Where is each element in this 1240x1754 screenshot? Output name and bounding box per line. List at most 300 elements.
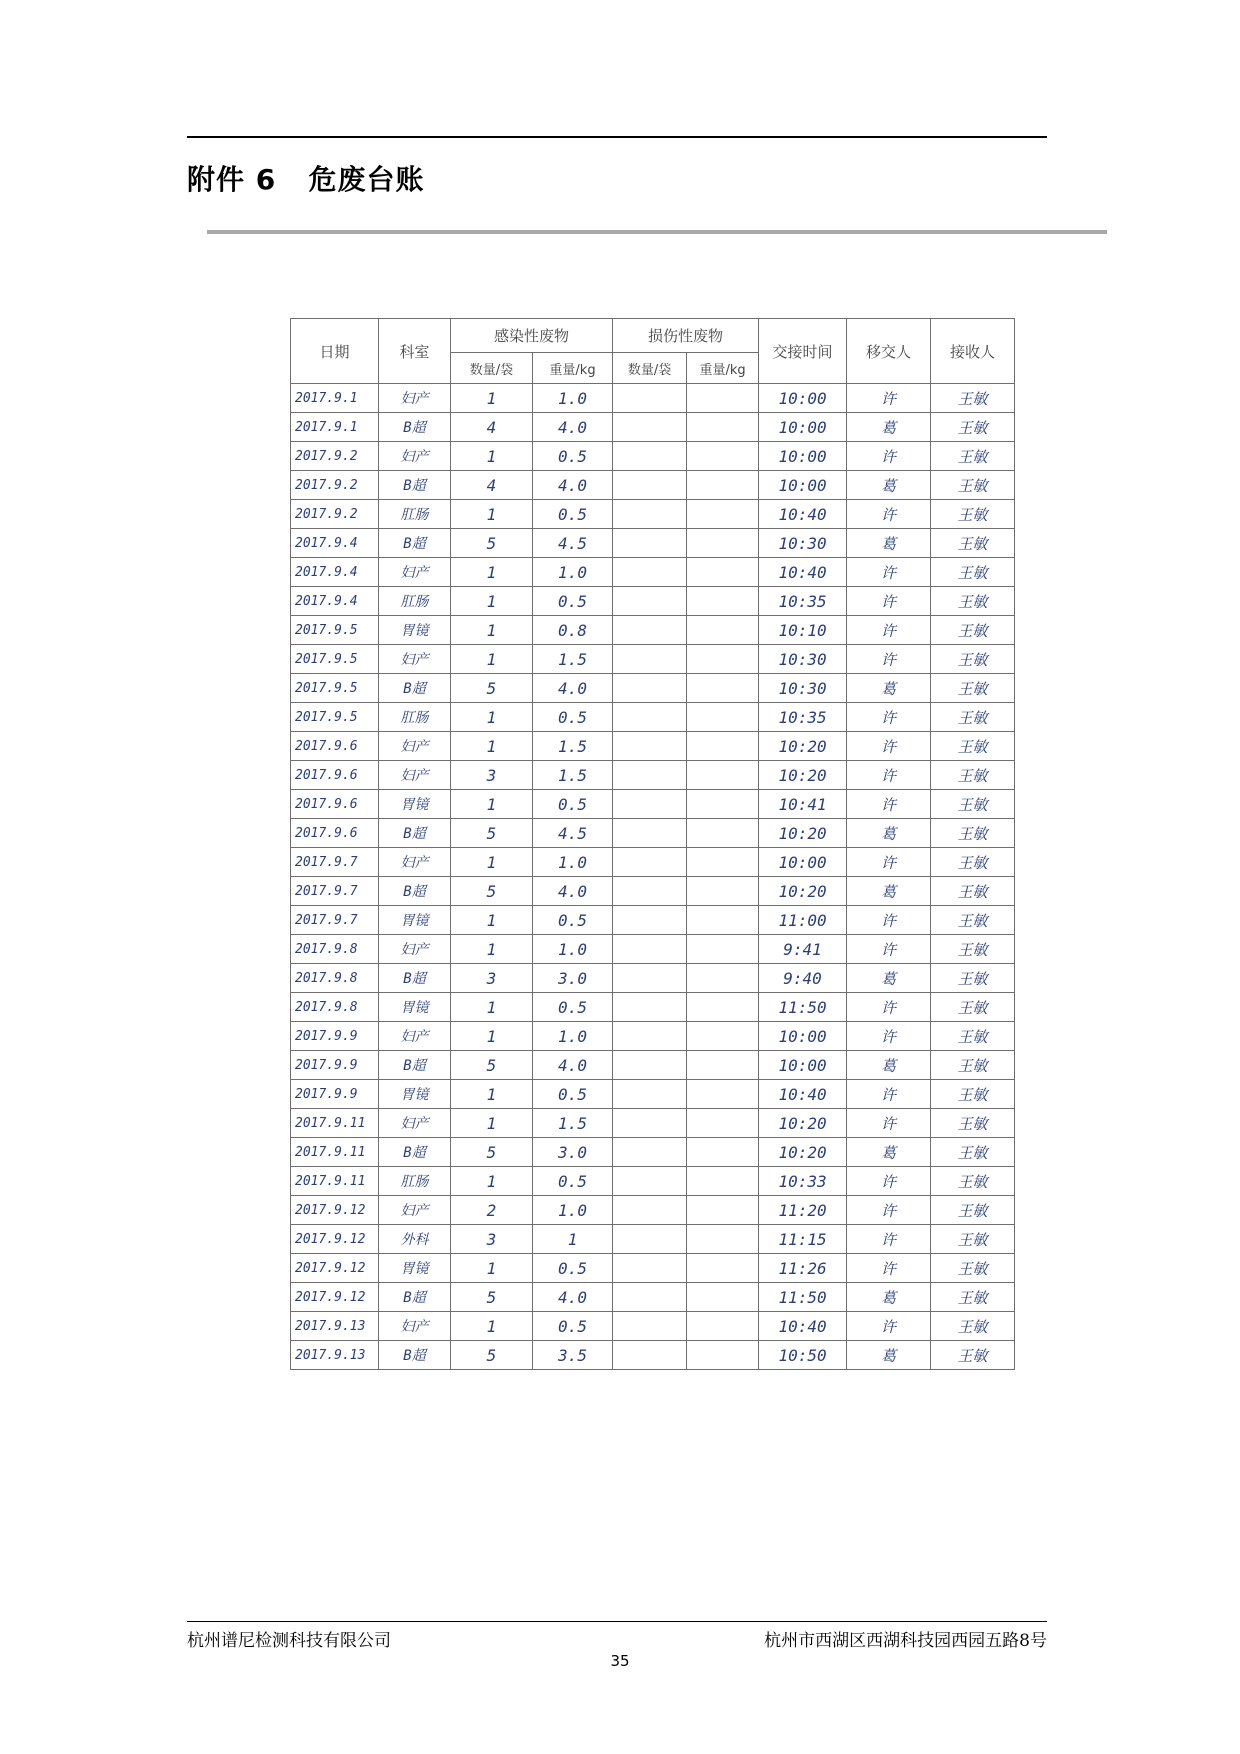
receiver-signature-cell: 王敏	[931, 1138, 1015, 1167]
dept-cell: B超	[379, 1138, 451, 1167]
infectious-qty-cell: 3	[451, 1225, 533, 1254]
sharps-qty-cell	[613, 964, 687, 993]
handover-time-cell: 10:10	[759, 616, 847, 645]
handover-time-cell: 9:41	[759, 935, 847, 964]
dept-cell: B超	[379, 413, 451, 442]
transferor-signature-cell: 许	[847, 790, 931, 819]
header-handover-time: 交接时间	[759, 319, 847, 384]
infectious-weight-cell: 1.0	[533, 1022, 613, 1051]
table-row	[291, 790, 1015, 819]
sharps-qty-cell	[613, 935, 687, 964]
table-row	[291, 1196, 1015, 1225]
sharps-qty-cell	[613, 906, 687, 935]
handover-time-cell: 10:20	[759, 761, 847, 790]
handover-time-cell: 10:00	[759, 1051, 847, 1080]
sharps-weight-cell	[687, 529, 759, 558]
infectious-qty-cell: 1	[451, 384, 533, 413]
header-infectious-qty: 数量/袋	[451, 353, 533, 384]
infectious-qty-cell: 1	[451, 1167, 533, 1196]
date-cell: 2017.9.6	[291, 790, 379, 819]
infectious-weight-cell: 0.5	[533, 703, 613, 732]
receiver-signature-cell: 王敏	[931, 1022, 1015, 1051]
transferor-signature-cell: 许	[847, 732, 931, 761]
date-cell: 2017.9.9	[291, 1022, 379, 1051]
header-rule	[187, 136, 1047, 138]
infectious-weight-cell: 1.0	[533, 384, 613, 413]
transferor-signature-cell: 葛	[847, 1341, 931, 1370]
infectious-weight-cell: 1.5	[533, 732, 613, 761]
infectious-weight-cell: 4.0	[533, 1051, 613, 1080]
receiver-signature-cell: 王敏	[931, 819, 1015, 848]
sharps-qty-cell	[613, 1051, 687, 1080]
sharps-qty-cell	[613, 587, 687, 616]
hazardous-waste-ledger-table	[290, 318, 1015, 1370]
sharps-qty-cell	[613, 1254, 687, 1283]
infectious-weight-cell: 0.5	[533, 500, 613, 529]
table-row	[291, 674, 1015, 703]
receiver-signature-cell: 王敏	[931, 1109, 1015, 1138]
infectious-weight-cell: 0.5	[533, 906, 613, 935]
footer-company: 杭州谱尼检测科技有限公司	[187, 1631, 391, 1651]
transferor-signature-cell: 葛	[847, 413, 931, 442]
date-cell: 2017.9.7	[291, 848, 379, 877]
sharps-qty-cell	[613, 993, 687, 1022]
infectious-qty-cell: 4	[451, 413, 533, 442]
sharps-qty-cell	[613, 413, 687, 442]
receiver-signature-cell: 王敏	[931, 558, 1015, 587]
header-receiver: 接收人	[931, 319, 1015, 384]
transferor-signature-cell: 葛	[847, 1051, 931, 1080]
handover-time-cell: 11:50	[759, 993, 847, 1022]
transferor-signature-cell: 葛	[847, 819, 931, 848]
infectious-weight-cell: 4.0	[533, 674, 613, 703]
infectious-qty-cell: 1	[451, 906, 533, 935]
sharps-weight-cell	[687, 819, 759, 848]
receiver-signature-cell: 王敏	[931, 935, 1015, 964]
date-cell: 2017.9.7	[291, 906, 379, 935]
dept-cell: B超	[379, 1051, 451, 1080]
handover-time-cell: 10:00	[759, 413, 847, 442]
table-row	[291, 1254, 1015, 1283]
table-row	[291, 384, 1015, 413]
sharps-qty-cell	[613, 732, 687, 761]
table-row	[291, 848, 1015, 877]
date-cell: 2017.9.1	[291, 384, 379, 413]
header-sharps-qty: 数量/袋	[613, 353, 687, 384]
sharps-weight-cell	[687, 1283, 759, 1312]
infectious-qty-cell: 5	[451, 674, 533, 703]
sharps-weight-cell	[687, 1254, 759, 1283]
page-title: 附件 6 危废台账	[187, 163, 425, 196]
infectious-qty-cell: 5	[451, 1051, 533, 1080]
transferor-signature-cell: 许	[847, 616, 931, 645]
dept-cell: B超	[379, 964, 451, 993]
infectious-weight-cell: 3.0	[533, 964, 613, 993]
handover-time-cell: 10:30	[759, 645, 847, 674]
receiver-signature-cell: 王敏	[931, 848, 1015, 877]
date-cell: 2017.9.11	[291, 1167, 379, 1196]
handover-time-cell: 11:50	[759, 1283, 847, 1312]
handover-time-cell: 10:40	[759, 1080, 847, 1109]
date-cell: 2017.9.1	[291, 413, 379, 442]
handover-time-cell: 10:00	[759, 471, 847, 500]
infectious-qty-cell: 2	[451, 1196, 533, 1225]
header-date: 日期	[291, 319, 379, 384]
handover-time-cell: 11:20	[759, 1196, 847, 1225]
sharps-qty-cell	[613, 703, 687, 732]
table-row	[291, 1138, 1015, 1167]
dept-cell: 妇产	[379, 442, 451, 471]
infectious-weight-cell: 1.5	[533, 761, 613, 790]
transferor-signature-cell: 葛	[847, 877, 931, 906]
transferor-signature-cell: 许	[847, 1167, 931, 1196]
dept-cell: B超	[379, 1283, 451, 1312]
table-row	[291, 413, 1015, 442]
sharps-qty-cell	[613, 1312, 687, 1341]
table-row	[291, 1167, 1015, 1196]
dept-cell: 胃镜	[379, 616, 451, 645]
dept-cell: 胃镜	[379, 993, 451, 1022]
sharps-qty-cell	[613, 1225, 687, 1254]
date-cell: 2017.9.12	[291, 1283, 379, 1312]
infectious-weight-cell: 1.5	[533, 1109, 613, 1138]
transferor-signature-cell: 许	[847, 500, 931, 529]
infectious-qty-cell: 1	[451, 732, 533, 761]
handover-time-cell: 9:40	[759, 964, 847, 993]
date-cell: 2017.9.6	[291, 761, 379, 790]
date-cell: 2017.9.5	[291, 674, 379, 703]
dept-cell: B超	[379, 877, 451, 906]
receiver-signature-cell: 王敏	[931, 616, 1015, 645]
infectious-weight-cell: 0.5	[533, 1167, 613, 1196]
receiver-signature-cell: 王敏	[931, 1167, 1015, 1196]
table-row	[291, 616, 1015, 645]
receiver-signature-cell: 王敏	[931, 732, 1015, 761]
receiver-signature-cell: 王敏	[931, 761, 1015, 790]
table-row	[291, 1312, 1015, 1341]
infectious-qty-cell: 1	[451, 1254, 533, 1283]
dept-cell: B超	[379, 1341, 451, 1370]
transferor-signature-cell: 许	[847, 645, 931, 674]
receiver-signature-cell: 王敏	[931, 1196, 1015, 1225]
receiver-signature-cell: 王敏	[931, 1254, 1015, 1283]
handover-time-cell: 10:00	[759, 848, 847, 877]
sharps-qty-cell	[613, 761, 687, 790]
dept-cell: 妇产	[379, 935, 451, 964]
date-cell: 2017.9.9	[291, 1051, 379, 1080]
dept-cell: B超	[379, 529, 451, 558]
date-cell: 2017.9.11	[291, 1138, 379, 1167]
table-row	[291, 558, 1015, 587]
sharps-qty-cell	[613, 558, 687, 587]
sharps-qty-cell	[613, 616, 687, 645]
date-cell: 2017.9.13	[291, 1341, 379, 1370]
handover-time-cell: 10:35	[759, 703, 847, 732]
sharps-weight-cell	[687, 587, 759, 616]
handover-time-cell: 10:40	[759, 1312, 847, 1341]
dept-cell: 妇产	[379, 645, 451, 674]
sharps-weight-cell	[687, 413, 759, 442]
infectious-weight-cell: 1.0	[533, 848, 613, 877]
table-row	[291, 761, 1015, 790]
sharps-weight-cell	[687, 993, 759, 1022]
receiver-signature-cell: 王敏	[931, 993, 1015, 1022]
sharps-qty-cell	[613, 529, 687, 558]
receiver-signature-cell: 王敏	[931, 529, 1015, 558]
table-row	[291, 645, 1015, 674]
transferor-signature-cell: 葛	[847, 1138, 931, 1167]
transferor-signature-cell: 葛	[847, 529, 931, 558]
handover-time-cell: 10:00	[759, 1022, 847, 1051]
table-row	[291, 587, 1015, 616]
handover-time-cell: 10:40	[759, 500, 847, 529]
receiver-signature-cell: 王敏	[931, 1051, 1015, 1080]
date-cell: 2017.9.8	[291, 935, 379, 964]
sharps-qty-cell	[613, 1283, 687, 1312]
table-row	[291, 906, 1015, 935]
receiver-signature-cell: 王敏	[931, 906, 1015, 935]
sharps-qty-cell	[613, 1109, 687, 1138]
infectious-weight-cell: 0.5	[533, 1254, 613, 1283]
header-transferor: 移交人	[847, 319, 931, 384]
dept-cell: 妇产	[379, 384, 451, 413]
dept-cell: 胃镜	[379, 1080, 451, 1109]
handover-time-cell: 10:00	[759, 442, 847, 471]
handover-time-cell: 10:00	[759, 384, 847, 413]
sharps-qty-cell	[613, 1022, 687, 1051]
transferor-signature-cell: 许	[847, 1225, 931, 1254]
date-cell: 2017.9.12	[291, 1225, 379, 1254]
infectious-weight-cell: 4.0	[533, 471, 613, 500]
transferor-signature-cell: 许	[847, 587, 931, 616]
transferor-signature-cell: 许	[847, 1109, 931, 1138]
sharps-qty-cell	[613, 471, 687, 500]
header-sharps-waste: 损伤性废物	[613, 319, 759, 353]
table-row	[291, 529, 1015, 558]
table-row	[291, 877, 1015, 906]
infectious-qty-cell: 5	[451, 1283, 533, 1312]
receiver-signature-cell: 王敏	[931, 1341, 1015, 1370]
infectious-qty-cell: 1	[451, 790, 533, 819]
handover-time-cell: 10:33	[759, 1167, 847, 1196]
infectious-qty-cell: 1	[451, 1312, 533, 1341]
handover-time-cell: 10:20	[759, 819, 847, 848]
table-row	[291, 500, 1015, 529]
transferor-signature-cell: 许	[847, 935, 931, 964]
sharps-weight-cell	[687, 1051, 759, 1080]
dept-cell: 肛肠	[379, 500, 451, 529]
date-cell: 2017.9.4	[291, 558, 379, 587]
table-row	[291, 732, 1015, 761]
sharps-weight-cell	[687, 500, 759, 529]
infectious-weight-cell: 0.5	[533, 790, 613, 819]
handover-time-cell: 11:00	[759, 906, 847, 935]
infectious-qty-cell: 1	[451, 442, 533, 471]
handover-time-cell: 10:20	[759, 877, 847, 906]
infectious-qty-cell: 1	[451, 993, 533, 1022]
scanned-divider	[207, 230, 1107, 234]
transferor-signature-cell: 许	[847, 384, 931, 413]
receiver-signature-cell: 王敏	[931, 790, 1015, 819]
sharps-weight-cell	[687, 935, 759, 964]
receiver-signature-cell: 王敏	[931, 384, 1015, 413]
date-cell: 2017.9.5	[291, 616, 379, 645]
receiver-signature-cell: 王敏	[931, 674, 1015, 703]
infectious-qty-cell: 1	[451, 587, 533, 616]
date-cell: 2017.9.2	[291, 500, 379, 529]
header-sharps-weight: 重量/kg	[687, 353, 759, 384]
sharps-weight-cell	[687, 558, 759, 587]
receiver-signature-cell: 王敏	[931, 1312, 1015, 1341]
sharps-qty-cell	[613, 645, 687, 674]
sharps-weight-cell	[687, 384, 759, 413]
sharps-qty-cell	[613, 1196, 687, 1225]
transferor-signature-cell: 许	[847, 761, 931, 790]
date-cell: 2017.9.2	[291, 471, 379, 500]
header-infectious-waste: 感染性废物	[451, 319, 613, 353]
table-row	[291, 993, 1015, 1022]
sharps-weight-cell	[687, 1167, 759, 1196]
infectious-qty-cell: 5	[451, 819, 533, 848]
sharps-weight-cell	[687, 1341, 759, 1370]
receiver-signature-cell: 王敏	[931, 442, 1015, 471]
transferor-signature-cell: 许	[847, 442, 931, 471]
sharps-qty-cell	[613, 790, 687, 819]
handover-time-cell: 10:41	[759, 790, 847, 819]
table-row	[291, 703, 1015, 732]
date-cell: 2017.9.8	[291, 964, 379, 993]
dept-cell: B超	[379, 471, 451, 500]
sharps-weight-cell	[687, 1080, 759, 1109]
dept-cell: 外科	[379, 1225, 451, 1254]
handover-time-cell: 10:50	[759, 1341, 847, 1370]
transferor-signature-cell: 葛	[847, 1283, 931, 1312]
date-cell: 2017.9.4	[291, 529, 379, 558]
transferor-signature-cell: 葛	[847, 674, 931, 703]
infectious-qty-cell: 5	[451, 529, 533, 558]
receiver-signature-cell: 王敏	[931, 1283, 1015, 1312]
sharps-qty-cell	[613, 877, 687, 906]
receiver-signature-cell: 王敏	[931, 703, 1015, 732]
receiver-signature-cell: 王敏	[931, 1225, 1015, 1254]
sharps-weight-cell	[687, 732, 759, 761]
date-cell: 2017.9.12	[291, 1196, 379, 1225]
dept-cell: 胃镜	[379, 790, 451, 819]
sharps-weight-cell	[687, 1196, 759, 1225]
infectious-qty-cell: 1	[451, 848, 533, 877]
header-dept: 科室	[379, 319, 451, 384]
infectious-qty-cell: 1	[451, 1080, 533, 1109]
dept-cell: 妇产	[379, 761, 451, 790]
infectious-weight-cell: 1.5	[533, 645, 613, 674]
handover-time-cell: 10:20	[759, 1109, 847, 1138]
transferor-signature-cell: 许	[847, 906, 931, 935]
transferor-signature-cell: 许	[847, 1080, 931, 1109]
infectious-qty-cell: 3	[451, 761, 533, 790]
receiver-signature-cell: 王敏	[931, 645, 1015, 674]
date-cell: 2017.9.9	[291, 1080, 379, 1109]
infectious-weight-cell: 0.8	[533, 616, 613, 645]
infectious-weight-cell: 4.5	[533, 529, 613, 558]
sharps-qty-cell	[613, 384, 687, 413]
transferor-signature-cell: 许	[847, 1254, 931, 1283]
sharps-qty-cell	[613, 819, 687, 848]
dept-cell: 妇产	[379, 558, 451, 587]
handover-time-cell: 10:30	[759, 529, 847, 558]
transferor-signature-cell: 许	[847, 1196, 931, 1225]
infectious-weight-cell: 4.0	[533, 877, 613, 906]
sharps-weight-cell	[687, 964, 759, 993]
sharps-qty-cell	[613, 442, 687, 471]
sharps-weight-cell	[687, 471, 759, 500]
receiver-signature-cell: 王敏	[931, 1080, 1015, 1109]
date-cell: 2017.9.4	[291, 587, 379, 616]
sharps-weight-cell	[687, 645, 759, 674]
infectious-weight-cell: 3.5	[533, 1341, 613, 1370]
sharps-qty-cell	[613, 1167, 687, 1196]
infectious-weight-cell: 4.0	[533, 413, 613, 442]
infectious-qty-cell: 5	[451, 1138, 533, 1167]
page-number: 35	[610, 1652, 630, 1670]
dept-cell: 妇产	[379, 1196, 451, 1225]
ledger-body	[291, 384, 1015, 1370]
date-cell: 2017.9.11	[291, 1109, 379, 1138]
dept-cell: 妇产	[379, 1109, 451, 1138]
footer-rule	[187, 1621, 1047, 1622]
handover-time-cell: 11:15	[759, 1225, 847, 1254]
handover-time-cell: 10:30	[759, 674, 847, 703]
infectious-weight-cell: 1	[533, 1225, 613, 1254]
sharps-qty-cell	[613, 1341, 687, 1370]
sharps-qty-cell	[613, 1080, 687, 1109]
infectious-qty-cell: 4	[451, 471, 533, 500]
date-cell: 2017.9.5	[291, 645, 379, 674]
sharps-weight-cell	[687, 674, 759, 703]
handover-time-cell: 10:20	[759, 732, 847, 761]
dept-cell: 胃镜	[379, 1254, 451, 1283]
infectious-qty-cell: 5	[451, 877, 533, 906]
infectious-qty-cell: 1	[451, 703, 533, 732]
sharps-weight-cell	[687, 1138, 759, 1167]
transferor-signature-cell: 许	[847, 1022, 931, 1051]
sharps-qty-cell	[613, 500, 687, 529]
infectious-qty-cell: 3	[451, 964, 533, 993]
date-cell: 2017.9.13	[291, 1312, 379, 1341]
table-row	[291, 819, 1015, 848]
receiver-signature-cell: 王敏	[931, 587, 1015, 616]
infectious-qty-cell: 1	[451, 1022, 533, 1051]
receiver-signature-cell: 王敏	[931, 413, 1015, 442]
infectious-qty-cell: 1	[451, 558, 533, 587]
infectious-weight-cell: 3.0	[533, 1138, 613, 1167]
sharps-qty-cell	[613, 848, 687, 877]
sharps-qty-cell	[613, 1138, 687, 1167]
sharps-weight-cell	[687, 790, 759, 819]
table-row	[291, 442, 1015, 471]
transferor-signature-cell: 许	[847, 558, 931, 587]
infectious-weight-cell: 0.5	[533, 1312, 613, 1341]
dept-cell: 妇产	[379, 1022, 451, 1051]
handover-time-cell: 10:40	[759, 558, 847, 587]
transferor-signature-cell: 葛	[847, 964, 931, 993]
infectious-weight-cell: 0.5	[533, 442, 613, 471]
infectious-weight-cell: 0.5	[533, 993, 613, 1022]
dept-cell: 肛肠	[379, 1167, 451, 1196]
sharps-weight-cell	[687, 848, 759, 877]
sharps-weight-cell	[687, 1109, 759, 1138]
infectious-weight-cell: 4.0	[533, 1283, 613, 1312]
sharps-weight-cell	[687, 877, 759, 906]
